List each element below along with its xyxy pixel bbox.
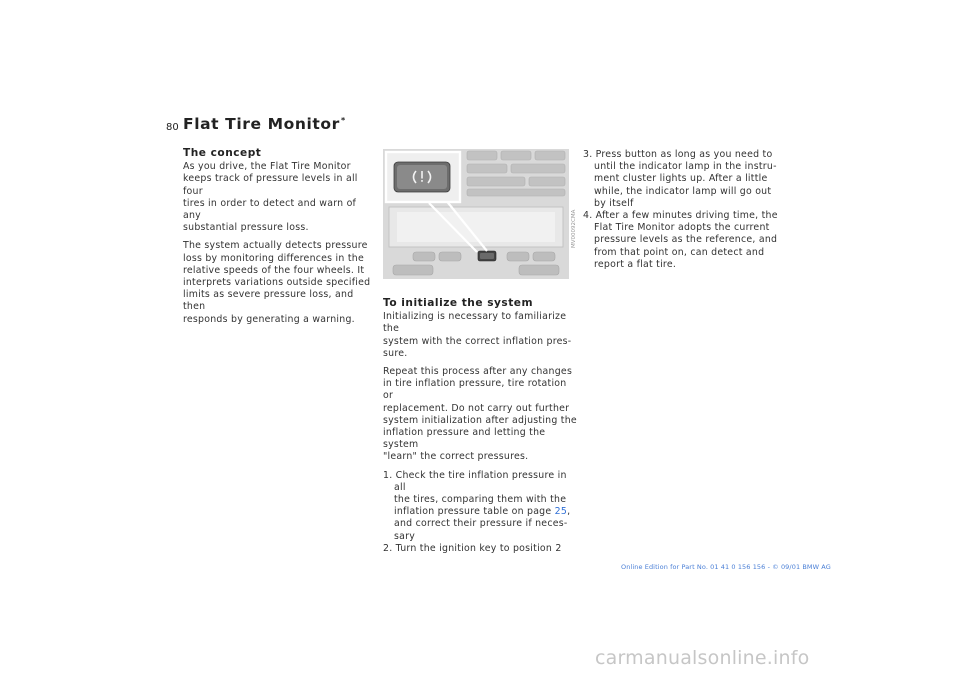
page-number: 80: [166, 122, 179, 133]
figure-caption: MV00092CMA: [571, 209, 577, 248]
footer-edition-note: Online Edition for Part No. 01 41 0 156 156 - © 09/01 BMW AG: [621, 563, 831, 571]
page-title: [183, 115, 346, 133]
initialize-steps: [383, 470, 579, 555]
concept-paragraph-2: The system actually detects pressure loss by monitoring differences in the relative speeds of the four wheels. It interprets variations outside specified limits as severe pressure loss, and then responds by generating a warning.: [183, 240, 371, 325]
dashboard-illustration: [383, 149, 569, 279]
initialize-steps-continued: [583, 149, 779, 271]
title-text: Flat Tire Monitor: [183, 115, 340, 133]
initialize-paragraph-2: Repeat this process after any changes in tire inflation pressure, tire rotation or replacement. Do not carry out further system initialization after adjusting the inflation pressure and letting the system "learn" the correct pressures.: [383, 366, 577, 463]
step-1-text-end: , and correct their pressure if neces- sary: [394, 506, 571, 542]
site-watermark: carmanualsonline.info: [595, 647, 810, 669]
concept-heading: The concept: [183, 147, 262, 159]
steps-continued-section: [583, 149, 779, 271]
step-1: [383, 470, 579, 543]
concept-section: [183, 147, 375, 332]
dashboard-figure: [383, 149, 569, 279]
initialize-heading: To initialize the system: [383, 297, 534, 309]
step-1-text: 1. Check the tire inflation pressure in all the tires, comparing them with the inflation pressure table on page: [383, 469, 567, 518]
step-2: 2. Turn the ignition key to position 2: [383, 542, 562, 554]
step-4: 4. After a few minutes driving time, the Flat Tire Monitor adopts the current pressure levels as the reference, and from that point on, can detect and report a flat tire.: [583, 210, 778, 270]
initialize-paragraph-1: Initializing is necessary to familiarize the system with the correct inflation pres- sure.: [383, 311, 572, 359]
step-3: 3. Press button as long as you need to until the indicator lamp in the instru- ment cluster lights up. After a little while, the indicator lamp will go out by itself: [583, 149, 777, 209]
page-reference-link[interactable]: 25: [554, 506, 568, 518]
concept-paragraph-1: As you drive, the Flat Tire Monitor keeps track of pressure levels in all four tires in order to detect and warn of any substantial pressure loss.: [183, 161, 358, 234]
option-marker: *: [340, 116, 346, 125]
initialize-section: [383, 297, 579, 555]
